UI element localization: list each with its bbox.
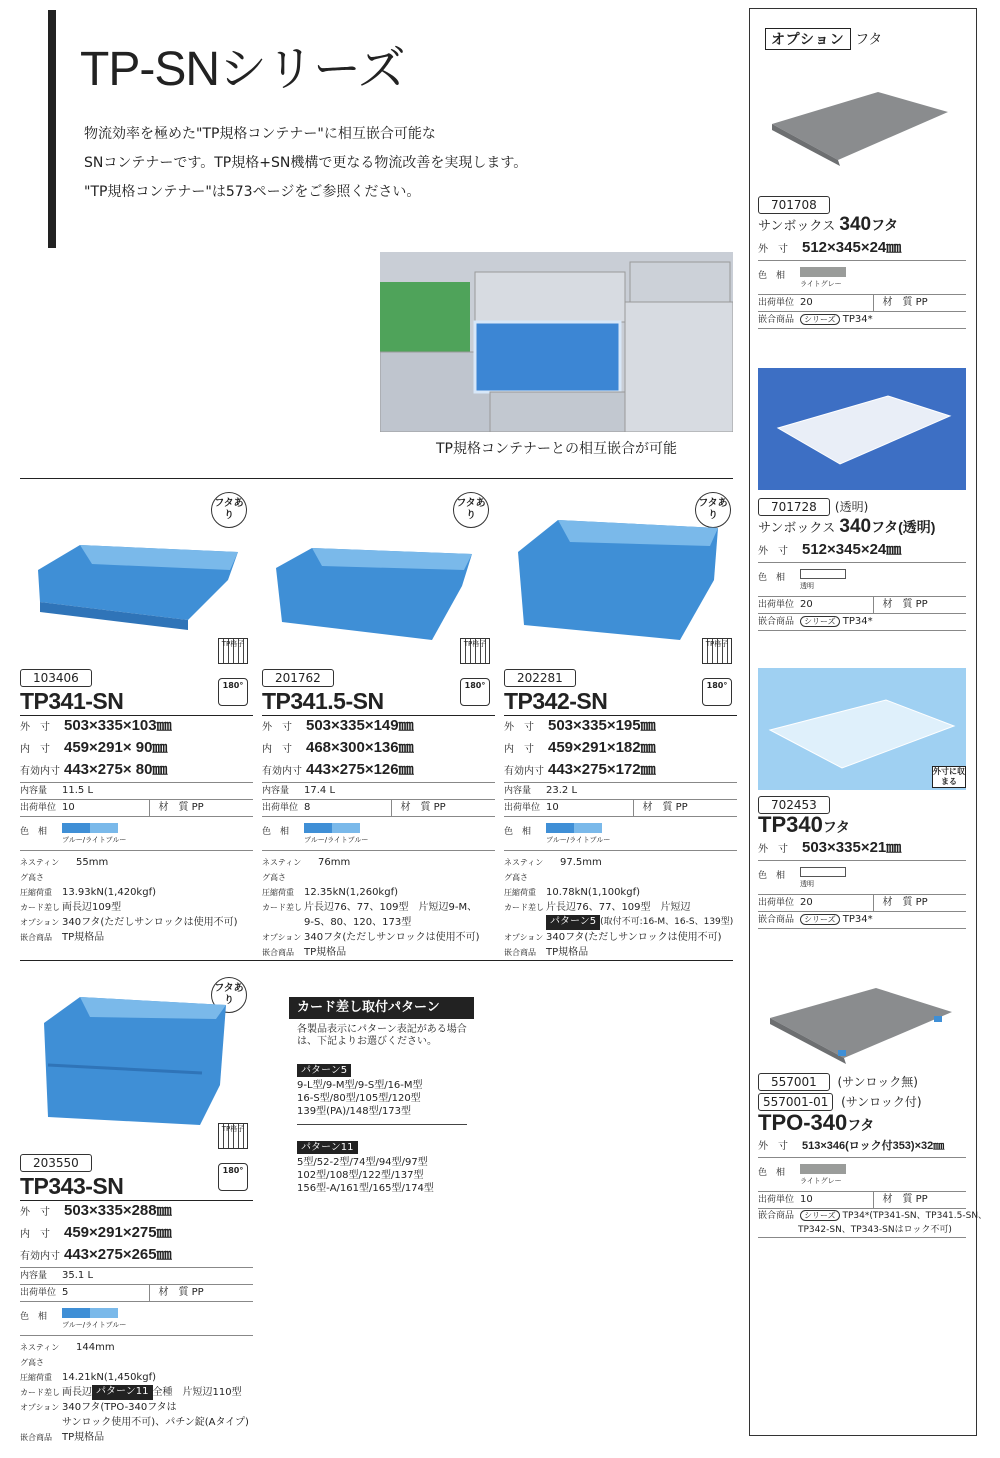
- outer-dimension: 外 寸 503×335×288㎜: [20, 1202, 172, 1219]
- lid-card: [758, 62, 966, 329]
- tp-grid-icon: TP格子: [702, 638, 732, 664]
- color-row: 色 相 ブルー/ライトブルー: [262, 817, 495, 851]
- lid-code: 557001-01: [758, 1093, 833, 1111]
- product-image: [504, 490, 737, 648]
- futa-badge: フタあり: [453, 492, 489, 528]
- lid-image: [758, 668, 966, 790]
- container-illustration: [262, 490, 495, 640]
- intro-line: "TP規格コンテナー"は573ページをご参照ください。: [84, 184, 421, 200]
- product-image: [20, 975, 253, 1133]
- lid-outer-dimension: 外 寸 513×346(ロック付353)×32㎜: [758, 1136, 966, 1158]
- effective-dimension: 有効内寸 443×275×265㎜: [20, 1245, 253, 1268]
- header-accent-bar: [48, 10, 56, 248]
- compatible: 嵌合商品 シリーズ TP34*: [758, 614, 966, 631]
- lid-code: 701708: [758, 196, 830, 214]
- rotate-180-icon: 180°: [702, 678, 732, 706]
- color-row: 色 相 透明: [758, 861, 966, 895]
- color-row: 色 相 透明: [758, 563, 966, 597]
- product-card: [504, 490, 737, 960]
- color-swatch: [800, 569, 846, 579]
- pattern-heading: カード差し取付パターン: [289, 997, 474, 1019]
- product-card: [20, 490, 253, 945]
- section-divider: [20, 478, 733, 479]
- unit-material: 出荷単位 10 材 質 PP: [504, 800, 737, 817]
- tp-grid-icon: TP格子: [460, 638, 490, 664]
- color-swatch: [62, 823, 118, 833]
- lid-illustration: [758, 368, 966, 490]
- tp-grid-icon: TP格子: [218, 638, 248, 664]
- page-title: TP-SNシリーズ: [80, 43, 405, 96]
- compatible: 嵌合商品 シリーズ TP34*: [758, 312, 966, 329]
- lid-code-row: 557001-01 (サンロック付): [758, 1092, 966, 1112]
- lid-name: TP340フタ: [758, 812, 850, 837]
- stacked-containers-photo: [380, 252, 733, 432]
- color-swatch: [800, 267, 846, 277]
- color-row: 色 相 ブルー/ライトブルー: [20, 817, 253, 851]
- unit-material: 出荷単位 10 材 質 PP: [20, 800, 253, 817]
- product-card: [262, 490, 495, 960]
- color-swatch: [62, 1308, 118, 1318]
- photo-illustration: [380, 252, 733, 432]
- rotate-180-icon: 180°: [218, 1163, 248, 1191]
- product-code: 201762: [262, 669, 334, 687]
- intro-line: SNコンテナーです。TP規格+SN機構で更なる物流改善を実現します。: [84, 155, 528, 171]
- tp-grid-icon: TP格子: [218, 1123, 248, 1149]
- lid-name: TPO-340フタ: [758, 1110, 875, 1135]
- spec-info: ネスティング高さ 55mm 圧縮荷重 13.93kN(1,420kgf) カード差し 両長辺109型 オプション 340フタ(ただしサンロックは使用不可) 嵌合商品 TP規格品: [20, 857, 238, 943]
- card-pattern-section: [289, 997, 474, 1201]
- unit-material: 出荷単位 20 材 質 PP: [758, 597, 966, 614]
- options-header: オプション フタ: [765, 28, 882, 50]
- pattern-5-list: 9-L型/9-M型/9-S型/16-M型 16-S型/80型/105型/120型 139型(PA)/148型/173型: [297, 1080, 423, 1117]
- inner-dimension: 内 寸 468×300×136㎜: [262, 739, 414, 756]
- product-image: [262, 490, 495, 648]
- lid-code: 702453: [758, 796, 830, 814]
- product-code: 103406: [20, 669, 92, 687]
- lid-card: 701728 (透明) サンボックス 340フタ(透明) 外 寸 512×345×24㎜ 色 相 透明 出荷単位 20 材 質 PP 嵌合商品 シリーズ TP34*: [758, 368, 966, 631]
- unit-material: 出荷単位 20 材 質 PP: [758, 295, 966, 312]
- spec-info: ネスティング高さ 97.5mm 圧縮荷重 10.78kN(1,100kgf) カード差し 片長辺76、77、109型 片短辺 パターン5 (取付不可:16-M、16-S、139型) オプション 340フタ(ただしサンロックは使用不可) 嵌合商品 TP規格品: [504, 857, 734, 958]
- inner-dimension: 内 寸 459×291×182㎜: [504, 739, 656, 756]
- rotate-180-icon: 180°: [218, 678, 248, 706]
- capacity: 内容量 35.1 L: [20, 1268, 253, 1285]
- color-swatch: [800, 1164, 846, 1174]
- pattern-5-label: パターン5: [297, 1064, 351, 1077]
- color-swatch: [800, 867, 846, 877]
- lid-image: [758, 368, 966, 490]
- product-name: TP343-SN: [20, 1173, 124, 1199]
- lid-image: [758, 968, 966, 1068]
- color-row: 色 相 ライトグレー: [758, 1158, 966, 1192]
- capacity: 内容量 17.4 L: [262, 783, 495, 800]
- rotate-180-icon: 180°: [460, 678, 490, 706]
- product-code: 203550: [20, 1154, 92, 1172]
- intro-text: [84, 120, 527, 207]
- lid-illustration: [758, 62, 966, 182]
- pattern-11-label: パターン11: [297, 1141, 358, 1154]
- intro-line: 物流効率を極めた"TP規格コンテナー"に相互嵌合可能な: [84, 126, 436, 142]
- lid-outer-dimension: 外 寸 512×345×24㎜: [758, 540, 966, 563]
- lid-illustration: [758, 968, 966, 1068]
- spec-info: ネスティング高さ 144mm 圧縮荷重 14.21kN(1,450kgf) カード差し 両長辺 パターン11 全種 片短辺110型 オプション 340フタ(TPO-340フタは サンロック使用不可)、パチン錠(Aタイプ) 嵌合商品 TP規格品: [20, 1342, 249, 1443]
- unit-material: 出荷単位 8 材 質 PP: [262, 800, 495, 817]
- container-illustration: [20, 975, 253, 1125]
- outer-dimension: 外 寸 503×335×103㎜: [20, 717, 172, 734]
- product-name: TP341-SN: [20, 688, 124, 714]
- inner-dimension: 内 寸 459×291×275㎜: [20, 1224, 172, 1241]
- color-row: 色 相 ブルー/ライトブルー: [504, 817, 737, 851]
- pattern-note: 各製品表示にパターン表記がある場合は、下記よりお選びください。: [297, 1024, 467, 1047]
- container-illustration: [504, 490, 737, 640]
- lid-card: [758, 668, 966, 929]
- lid-name: サンボックス 340フタ(透明): [758, 516, 936, 537]
- compatible: 嵌合商品 シリーズ TP34*(TP341-SN、TP341.5-SN、 TP342-SN、TP343-SNはロック不可): [758, 1209, 966, 1238]
- container-illustration: [20, 490, 253, 640]
- lid-code: 557001: [758, 1073, 830, 1091]
- color-swatch: [546, 823, 602, 833]
- unit-material: 出荷単位 10 材 質 PP: [758, 1192, 966, 1209]
- photo-caption: TP規格コンテナーとの相互嵌合が可能: [436, 441, 677, 457]
- outer-dimension: 外 寸 503×335×195㎜: [504, 717, 656, 734]
- unit-material: 出荷単位 20 材 質 PP: [758, 895, 966, 912]
- lid-outer-dimension: 外 寸 503×335×21㎜: [758, 838, 966, 861]
- product-code: 202281: [504, 669, 576, 687]
- unit-material: 出荷単位 5 材 質 PP: [20, 1285, 253, 1302]
- capacity: 内容量 11.5 L: [20, 783, 253, 800]
- inner-dimension: 内 寸 459×291× 90㎜: [20, 739, 168, 756]
- product-card: [20, 975, 253, 1445]
- pattern-tag: パターン5: [546, 915, 600, 930]
- section-divider: [20, 960, 733, 961]
- color-row: 色 相 ブルー/ライトブルー: [20, 1302, 253, 1336]
- lid-image: [758, 62, 966, 182]
- effective-dimension: 有効内寸 443×275×126㎜: [262, 760, 495, 783]
- futa-badge: フタあり: [211, 977, 247, 1013]
- compatible: 嵌合商品 シリーズ TP34*: [758, 912, 966, 929]
- color-row: 色 相 ライトグレー: [758, 261, 966, 295]
- pattern-11-list: 5型/52-2型/74型/94型/97型 102型/108型/122型/137型 156型-A/161型/165型/174型: [297, 1157, 434, 1194]
- lid-code-row: 557001 (サンロック無): [758, 1072, 966, 1092]
- futa-badge: フタあり: [695, 492, 731, 528]
- product-name: TP341.5-SN: [262, 688, 384, 714]
- pattern-tag: パターン11: [92, 1385, 153, 1400]
- pattern-divider: [297, 1124, 467, 1125]
- spec-info: ネスティング高さ 76mm 圧縮荷重 12.35kN(1,260kgf) カード差し 片長辺76、77、109型 片短辺9-M、9-S、80、120、173型 オプション 340フタ(ただしサンロックは使用不可) 嵌合商品 TP規格品: [262, 857, 480, 958]
- futa-badge: フタあり: [211, 492, 247, 528]
- lid-code: 701728: [758, 498, 830, 516]
- lid-card: [758, 968, 988, 1238]
- product-name: TP342-SN: [504, 688, 608, 714]
- outer-dimension: 外 寸 503×335×149㎜: [262, 717, 414, 734]
- capacity: 内容量 23.2 L: [504, 783, 737, 800]
- lid-name: サンボックス 340フタ: [758, 214, 899, 235]
- color-swatch: [304, 823, 360, 833]
- effective-dimension: 有効内寸 443×275× 80㎜: [20, 760, 253, 783]
- effective-dimension: 有効内寸 443×275×172㎜: [504, 760, 737, 783]
- fit-badge: 外寸に収まる: [933, 767, 965, 786]
- product-image: [20, 490, 253, 648]
- lid-outer-dimension: 外 寸 512×345×24㎜: [758, 238, 966, 261]
